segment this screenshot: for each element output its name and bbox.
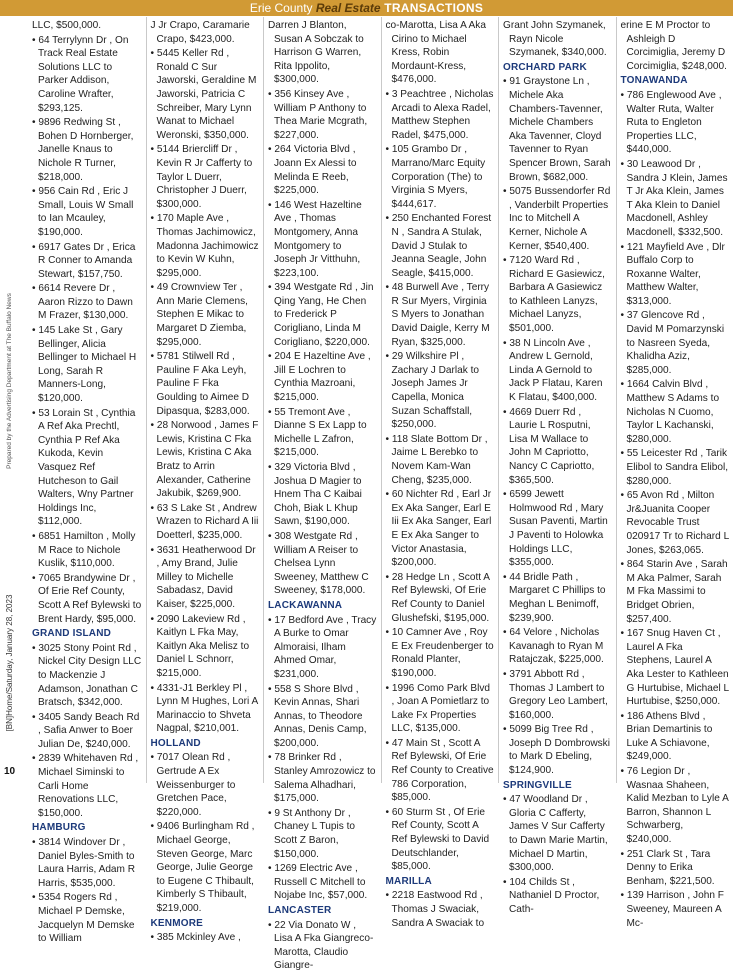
- transaction-entry: • 63 S Lake St , Andrew Wrazen to Richard A Iii Doetterl, $235,000.: [151, 502, 260, 543]
- transaction-entry: • 3814 Windover Dr , Daniel Byles-Smith to Laura Harris, Adam R Harris, $535,000.: [32, 836, 142, 890]
- transaction-entry: • 145 Lake St , Gary Bellinger, Alicia Bellinger to Michael H Long, Sarah R Manners-Long, $120,000.: [32, 324, 142, 406]
- column-5: [498, 17, 616, 783]
- transaction-entry: • 3791 Abbott Rd , Thomas J Lambert to Gregory Leo Lambert, $160,000.: [503, 668, 612, 722]
- transaction-entry: • 91 Graystone Ln , Michele Aka Chambers-Tavenner, Michele Chambers Aka Tavenner, Cloyd Tavenner to Ryan Spencer Brown, Sarah Brown, $682,000.: [503, 75, 612, 184]
- transaction-entry: J Jr Crapo, Caramarie Crapo, $423,000.: [151, 19, 260, 46]
- transaction-entry: • 118 Slate Bottom Dr , Jaime L Berebko to Novem Kam-Wan Cheng, $235,000.: [386, 433, 495, 487]
- transaction-entry: • 394 Westgate Rd , Jin Qing Yang, He Chen to Frederick P Corigliano, Linda M Corigliano, $220,000.: [268, 281, 377, 349]
- transaction-entry: • 65 Avon Rd , Milton Jr&Juanita Cooper Revocable Trust 020917 Tr to Richard L Jones, $263,065.: [621, 489, 730, 557]
- transaction-entry: • 4331-J1 Berkley Pl , Lynn M Hughes, Lori A Marinaccio to Shveta Nagpal, $210,001.: [151, 682, 260, 736]
- transaction-entry: • 37 Glencove Rd , David M Pomarzynski to Nasreen Syeda, Khalidha Aziz, $285,000.: [621, 309, 730, 377]
- transaction-entry: • 3 Peachtree , Nicholas Arcadi to Alexa Radel, Matthew Stephen Radel, $475,000.: [386, 88, 495, 142]
- transaction-entry: Darren J Blanton, Susan A Sobczak to Harrison G Warren, Rita Ippolito, $300,000.: [268, 19, 377, 87]
- transaction-entry: • 1664 Calvin Blvd , Matthew S Adams to Nicholas N Cuomo, Taylor L Kachanski, $280,000.: [621, 378, 730, 446]
- transaction-entry: • 5354 Rogers Rd , Michael P Demske, Jacquelyn M Demske to William: [32, 891, 142, 945]
- transaction-entry: • 250 Enchanted Forest N , Sandra A Stulak, David J Stulak to Jeanna Seagle, John Seagle, $415,000.: [386, 212, 495, 280]
- transaction-entry: • 47 Woodland Dr , Gloria C Cafferty, James V Sur Cafferty to Dawn Marie Martin, Michael D Martin, $300,000.: [503, 793, 612, 875]
- transaction-entry: • 78 Brinker Rd , Stanley Amrozowicz to Salema Alhadhari, $175,000.: [268, 751, 377, 805]
- transaction-entry: co-Marotta, Lisa A Aka Cirino to Michael Kress, Robin Mordaunt-Kress, $476,000.: [386, 19, 495, 87]
- transaction-entry: LLC, $500,000.: [32, 19, 142, 33]
- transaction-entry: • 186 Athens Blvd , Brian Demartinis to Luke A Schiavone, $249,000.: [621, 710, 730, 764]
- side-credit: Prepared by the Advertising Department at The Buffalo News: [5, 251, 15, 511]
- transaction-entry: • 6917 Gates Dr , Erica R Conner to Amanda Stewart, $157,750.: [32, 241, 142, 282]
- page-banner: [0, 0, 733, 16]
- transaction-entry: • 28 Hedge Ln , Scott A Ref Bylewski, Of Erie Ref County to Daniel Glushefski, $195,000.: [386, 571, 495, 625]
- transaction-entry: • 5144 Briercliff Dr , Kevin R Jr Cafferty to Taylor L Duerr, Christopher J Duerr, $300,000.: [151, 143, 260, 211]
- transaction-entry: • 5781 Stilwell Rd , Pauline F Aka Leyh, Pauline F Fka Goulding to Aimee D Dipasqua, $283,000.: [151, 350, 260, 418]
- transaction-entry: • 170 Maple Ave , Thomas Jachimowicz, Madonna Jachimowicz to Kevin W Kuhn, $295,000.: [151, 212, 260, 280]
- transaction-entry: • 53 Lorain St , Cynthia A Ref Aka Prechtl, Cynthia P Ref Aka Kukoda, Kevin Vasquez Ref Hutcheson to Gail Walters, Wny Partner Holdings Inc, $112,000.: [32, 407, 142, 529]
- transaction-entry: • 308 Westgate Rd , William A Reiser to Chelsea Lynn Sweeney, Matthew C Sweeney, $178,000.: [268, 530, 377, 598]
- transaction-entry: • 1269 Electric Ave , Russell C Mitchell to Nojabe Inc, $57,000.: [268, 862, 377, 903]
- transaction-entry: • 2218 Eastwood Rd , Thomas J Swaciak, Sandra A Swaciak to: [386, 889, 495, 930]
- transaction-entry: Grant John Szymanek, Rayn Nicole Szymanek, $340,000.: [503, 19, 612, 60]
- transaction-entry: • 385 Mckinley Ave ,: [151, 931, 260, 945]
- column-6: [616, 17, 733, 783]
- transaction-entry: • 167 Snug Haven Ct , Laurel A Fka Stephens, Laurel A Aka Lester to Kathleen G Hurtubise, Michael L Hurtubise, $250,000.: [621, 627, 730, 709]
- left-margin: [0, 16, 26, 783]
- municipality-heading: HOLLAND: [151, 737, 260, 751]
- transaction-entry: • 139 Harrison , John F Sweeney, Maureen A Mc-: [621, 889, 730, 930]
- page-number: 10: [4, 766, 15, 777]
- transaction-entry: • 47 Main St , Scott A Ref Bylewski, Of Erie Ref County to Creative 786 Corporation, $85,000.: [386, 737, 495, 805]
- transaction-entry: • 864 Starin Ave , Sarah M Aka Palmer, Sarah M Fka Massimi to Bridget Obrien, $257,400.: [621, 558, 730, 626]
- municipality-heading: GRAND ISLAND: [32, 627, 142, 641]
- transaction-entry: • 104 Childs St , Nathaniel D Proctor, Cath-: [503, 876, 612, 917]
- transaction-entry: • 4669 Duerr Rd , Laurie L Rosputni, Lisa M Wallace to John M Capriotto, Nancy C Capriotto, $365,500.: [503, 406, 612, 488]
- column-1: [28, 17, 146, 783]
- transaction-entry: • 2090 Lakeview Rd , Kaitlyn L Fka May, Kaitlyn Aka Melisz to Daniel L Schnorr, $215,000.: [151, 613, 260, 681]
- transaction-entry: • 17 Bedford Ave , Tracy A Burke to Omar Almoraisi, Ilham Ahmed Omar, $231,000.: [268, 614, 377, 682]
- transaction-entry: • 558 S Shore Blvd , Kevin Annas, Shari Annas, to Theodore Annas, Denis Camp, $200,000.: [268, 683, 377, 751]
- transaction-entry: • 329 Victoria Blvd , Joshua D Magier to Hnem Tha C Kaibai Choh, Biak L Khup Sawn, $190,000.: [268, 461, 377, 529]
- transaction-entry: • 60 Sturm St , Of Erie Ref County, Scott A Ref Bylewski to David Deutschlander, $85,000.: [386, 806, 495, 874]
- transaction-entry: • 64 Velore , Nicholas Kavanagh to Ryan M Ratajczak, $225,000.: [503, 626, 612, 667]
- municipality-heading: LACKAWANNA: [268, 599, 377, 613]
- transaction-entry: • 30 Leawood Dr , Sandra J Klein, James T Jr Aka Klein, James T Aka Klein to Daniel Macdonell, Ashley Macdonell, $332,500.: [621, 158, 730, 240]
- transaction-entry: • 9406 Burlingham Rd , Michael George, Steven George, Marc George, Julie George to Eugene C Thibault, Kimberly S Thibault, $219,000.: [151, 820, 260, 915]
- transaction-entry: • 28 Norwood , James F Lewis, Kristina C Fka Lewis, Kristina C Aka Bratz to Arrin Alexander, Catherine Jakubik, $269,900.: [151, 419, 260, 501]
- transaction-entry: • 22 Via Donato W , Lisa A Fka Giangreco-Marotta, Claudio Giangre-: [268, 919, 377, 973]
- municipality-heading: KENMORE: [151, 917, 260, 931]
- municipality-heading: SPRINGVILLE: [503, 779, 612, 793]
- transaction-entry: • 5075 Bussendorfer Rd , Vanderbilt Properties Inc to Mitchell A Kerner, Nichole A Kerner, $540,400.: [503, 185, 612, 253]
- side-date: [BN]Home/Saturday, January 28, 2023: [5, 558, 15, 768]
- transaction-entry: • 44 Bridle Path , Margaret C Phillips to Meghan L Benimoff, $239,900.: [503, 571, 612, 625]
- banner-transactions: TRANSACTIONS: [381, 1, 484, 15]
- transaction-entry: • 29 Wilkshire Pl , Zachary J Darlak to Joseph James Jr Capella, Monica Suzan Schaffstall, $250,000.: [386, 350, 495, 432]
- column-3: [263, 17, 381, 783]
- transaction-entry: • 105 Grambo Dr , Marrano/Marc Equity Corporation (The) to Virginia S Myers, $444,617.: [386, 143, 495, 211]
- transaction-entry: • 6851 Hamilton , Molly M Race to Nichole Kuslik, $110,000.: [32, 530, 142, 571]
- transaction-entry: • 64 Terrylynn Dr , On Track Real Estate Solutions LLC to Parker Addison, Caroline Wrafter, $293,125.: [32, 34, 142, 116]
- transaction-entry: • 3025 Stony Point Rd , Nickel City Design LLC to Mackenzie J Adamson, Jonathan C Bratsch, $342,000.: [32, 642, 142, 710]
- transaction-entry: • 55 Tremont Ave , Dianne S Ex Lapp to Michelle L Zafron, $215,000.: [268, 406, 377, 460]
- transaction-entry: • 251 Clark St , Tara Denny to Erika Benham, $221,500.: [621, 848, 730, 889]
- municipality-heading: TONAWANDA: [621, 74, 730, 88]
- transaction-entry: • 76 Legion Dr , Wasnaa Shaheen, Kalid Mezban to Lyle A Barron, Shannon L Schwarberg, $240,000.: [621, 765, 730, 847]
- transaction-entry: • 956 Cain Rd , Eric J Small, Louis W Small to Ian Mcauley, $190,000.: [32, 185, 142, 239]
- transaction-entry: • 7120 Ward Rd , Richard E Gasiewicz, Barbara A Gasiewicz to Kathleen Lanyzs, Michael Lanyzs, $501,000.: [503, 254, 612, 336]
- column-2: [146, 17, 264, 783]
- municipality-heading: HAMBURG: [32, 821, 142, 835]
- municipality-heading: MARILLA: [386, 875, 495, 889]
- transaction-entry: • 60 Nichter Rd , Earl Jr Ex Aka Sanger, Earl E Iii Ex Aka Sanger, Earl E Ex Aka Sanger to Victor Anastasia, $200,000.: [386, 488, 495, 570]
- transaction-entry: • 55 Leicester Rd , Tarik Elibol to Sandra Elibol, $280,000.: [621, 447, 730, 488]
- transaction-entry: • 3405 Sandy Beach Rd , Safia Anwer to Boer Julian De, $240,000.: [32, 711, 142, 752]
- transaction-entry: • 7065 Brandywine Dr , Of Erie Ref County, Scott A Ref Bylewski to Brent Hardy, $95,000.: [32, 572, 142, 626]
- transaction-entry: • 356 Kinsey Ave , William P Anthony to Thea Marie Mcgrath, $227,000.: [268, 88, 377, 142]
- transaction-entry: • 786 Englewood Ave , Walter Ruta, Walter Ruta to Engleton Properties LLC, $440,000.: [621, 89, 730, 157]
- banner-real-estate: Real Estate: [316, 1, 381, 15]
- municipality-heading: ORCHARD PARK: [503, 61, 612, 75]
- transaction-entry: • 2839 Whitehaven Rd , Michael Siminski to Carli Home Renovations LLC, $150,000.: [32, 752, 142, 820]
- transaction-entry: • 121 Mayfield Ave , Dlr Buffalo Corp to Roxanne Walter, Matthew Walter, $313,000.: [621, 241, 730, 309]
- transaction-entry: • 49 Crownview Ter , Ann Marie Clemens, Stephen E Mikac to Margaret D Ziemba, $295,000.: [151, 281, 260, 349]
- transaction-entry: • 7017 Olean Rd , Gertrude A Ex Weissenburger to Gretchen Pace, $220,000.: [151, 751, 260, 819]
- transaction-entry: • 9896 Redwing St , Bohen D Hornberger, Janelle Knaus to Nichole R Turner, $218,000.: [32, 116, 142, 184]
- transaction-entry: • 204 E Hazeltine Ave , Jill E Lochren to Cynthia Mazroani, $215,000.: [268, 350, 377, 404]
- transaction-entry: • 3631 Heatherwood Dr , Amy Brand, Julie Milley to Michelle Sabadasz, David Kaiser, $225,000.: [151, 544, 260, 612]
- banner-county: Erie County: [250, 1, 316, 15]
- transaction-entry: • 5099 Big Tree Rd , Joseph D Dombrowski to Mark D Ebeling, $124,900.: [503, 723, 612, 777]
- municipality-heading: LANCASTER: [268, 904, 377, 918]
- transaction-entry: • 9 St Anthony Dr , Chaney L Tupis to Scott Z Baron, $150,000.: [268, 807, 377, 861]
- transaction-entry: • 38 N Lincoln Ave , Andrew L Gernold, Linda A Gernold to Jack P Flatau, Karen K Flatau, $400,000.: [503, 337, 612, 405]
- transaction-entry: • 5445 Keller Rd , Ronald C Sur Jaworski, Geraldine M Jaworski, Patricia C Schreiber, Mary Lynn Wanat to Michael Weronski, $350,000.: [151, 47, 260, 142]
- transaction-entry: • 264 Victoria Blvd , Joann Ex Alessi to Melinda E Reeb, $225,000.: [268, 143, 377, 197]
- transaction-entry: erine E M Proctor to Ashleigh D Corcimiglia, Jeremy D Corcimiglia, $248,000.: [621, 19, 730, 73]
- transaction-entry: • 10 Camner Ave , Roy E Ex Freudenberger to Ronald Planter, $190,000.: [386, 626, 495, 680]
- transaction-entry: • 48 Burwell Ave , Terry R Sur Myers, Virginia S Myers to Jonathan David Daigle, Kerry M Ryan, $325,000.: [386, 281, 495, 349]
- column-4: [381, 17, 499, 783]
- transaction-entry: • 1996 Como Park Blvd , Joan A Pomietlarz to Lake Fx Properties LLC, $135,000.: [386, 682, 495, 736]
- transaction-entry: • 146 West Hazeltine Ave , Thomas Montgomery, Anna Montgomery to Joseph Jr Vitthuhn, $223,100.: [268, 199, 377, 281]
- transaction-entry: • 6599 Jewett Holmwood Rd , Mary Susan Paventi, Martin J Paventi to Holowka Holdings LLC, $355,000.: [503, 488, 612, 570]
- transaction-entry: • 6614 Revere Dr , Aaron Rizzo to Dawn M Frazer, $130,000.: [32, 282, 142, 323]
- transactions-columns: [28, 17, 733, 783]
